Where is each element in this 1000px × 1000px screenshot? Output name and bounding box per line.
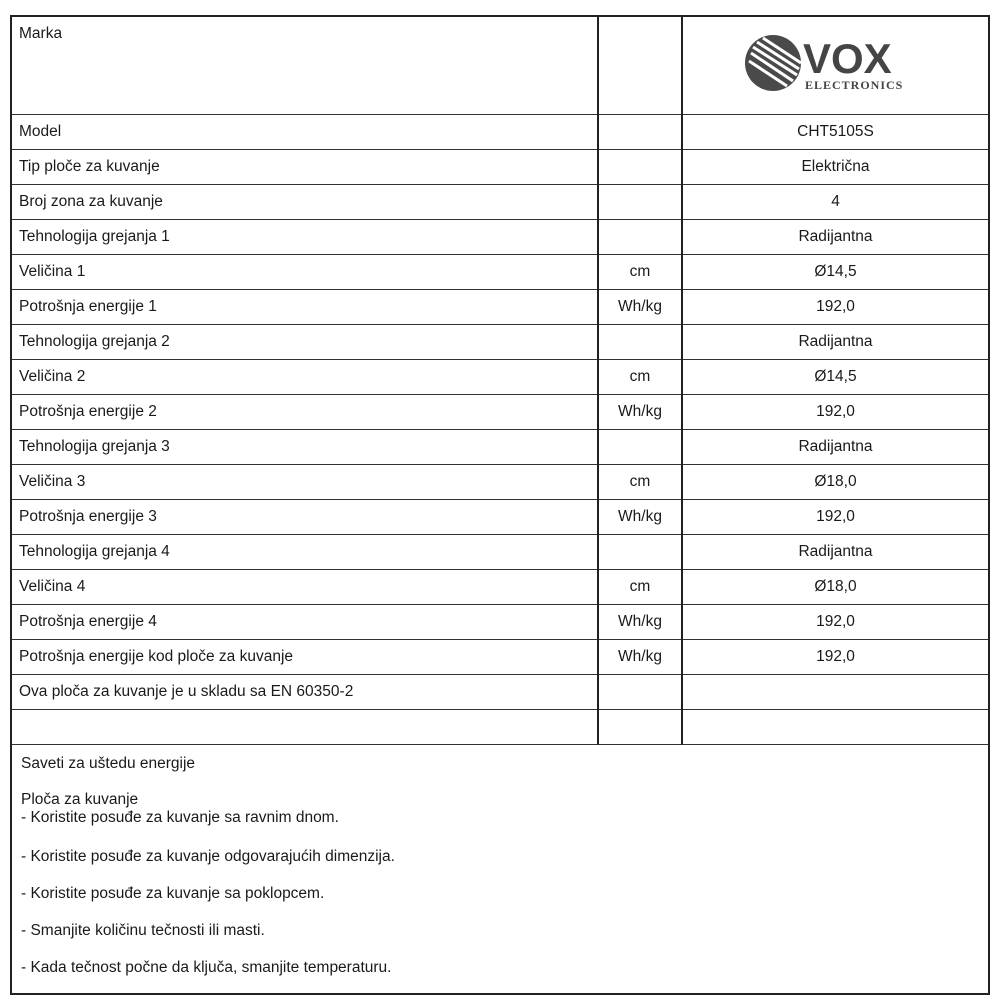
spec-value: Ø14,5: [682, 360, 988, 395]
spec-label: Tehnologija grejanja 1: [12, 220, 598, 255]
spec-label: Model: [12, 115, 598, 150]
tips-list: [21, 809, 988, 977]
energy-tips: [12, 745, 988, 977]
spec-row: [12, 570, 988, 605]
spec-value: [682, 675, 988, 710]
brand-label: Marka: [12, 17, 598, 115]
spec-row: [12, 220, 988, 255]
spec-label: Veličina 2: [12, 360, 598, 395]
spec-label: Ova ploča za kuvanje je u skladu sa EN 60350-2: [12, 675, 598, 710]
spec-value: Radijantna: [682, 325, 988, 360]
spec-value: 192,0: [682, 395, 988, 430]
spec-row: [12, 640, 988, 675]
brand-unit-cell: [598, 17, 682, 115]
spec-value: Ø14,5: [682, 255, 988, 290]
spec-unit: cm: [598, 360, 682, 395]
spec-row: [12, 290, 988, 325]
spec-value: 192,0: [682, 605, 988, 640]
brand-row: [12, 17, 988, 115]
spec-value: Radijantna: [682, 430, 988, 465]
spec-label: Veličina 4: [12, 570, 598, 605]
spec-value: 192,0: [682, 290, 988, 325]
spec-value: CHT5105S: [682, 115, 988, 150]
brand-logo-cell: [682, 17, 988, 115]
spec-value: Električna: [682, 150, 988, 185]
spec-row: [12, 185, 988, 220]
spec-unit: cm: [598, 255, 682, 290]
spec-unit: [598, 220, 682, 255]
spec-label: Tehnologija grejanja 2: [12, 325, 598, 360]
tip-item: - Koristite posuđe za kuvanje odgovarajućih dimenzija.: [21, 848, 395, 865]
tip-item: - Koristite posuđe za kuvanje sa ravnim dnom.: [21, 809, 339, 826]
spec-unit: Wh/kg: [598, 605, 682, 640]
spec-row: [12, 605, 988, 640]
tips-subheading: Ploča za kuvanje: [21, 791, 139, 808]
spec-value: Ø18,0: [682, 465, 988, 500]
spec-value: [682, 710, 988, 745]
tip-item: - Smanjite količinu tečnosti ili masti.: [21, 922, 265, 939]
spec-unit: [598, 710, 682, 745]
spec-label: Broj zona za kuvanje: [12, 185, 598, 220]
spec-value: Radijantna: [682, 535, 988, 570]
energy-label-sheet: [10, 15, 990, 995]
spec-row: [12, 360, 988, 395]
spec-row: [12, 150, 988, 185]
logo-text: VOX: [802, 35, 892, 82]
spec-row: [12, 430, 988, 465]
spec-unit: cm: [598, 570, 682, 605]
spec-label: Potrošnja energije 4: [12, 605, 598, 640]
spec-label: Veličina 3: [12, 465, 598, 500]
spec-label: Tehnologija grejanja 4: [12, 535, 598, 570]
spec-value: 192,0: [682, 500, 988, 535]
spec-row: [12, 675, 988, 710]
spec-label: Potrošnja energije kod ploče za kuvanje: [12, 640, 598, 675]
spec-value: 192,0: [682, 640, 988, 675]
spec-unit: cm: [598, 465, 682, 500]
spec-unit: [598, 115, 682, 150]
logo-subtext: Electronics: [804, 78, 903, 92]
spec-label: Potrošnja energije 1: [12, 290, 598, 325]
spec-label: [12, 710, 598, 745]
spec-row: [12, 115, 988, 150]
spec-unit: [598, 535, 682, 570]
spec-label: Potrošnja energije 2: [12, 395, 598, 430]
spec-row: [12, 710, 988, 745]
spec-row: [12, 325, 988, 360]
tip-item: - Koristite posuđe za kuvanje sa poklopcem.: [21, 885, 325, 902]
vox-logo-icon: [741, 31, 931, 95]
spec-unit: Wh/kg: [598, 500, 682, 535]
spec-label: Tip ploče za kuvanje: [12, 150, 598, 185]
spec-unit: [598, 325, 682, 360]
spec-unit: Wh/kg: [598, 290, 682, 325]
spec-unit: [598, 430, 682, 465]
spec-label: Veličina 1: [12, 255, 598, 290]
spec-unit: [598, 150, 682, 185]
spec-table: [12, 17, 988, 745]
spec-row: [12, 535, 988, 570]
spec-value: 4: [682, 185, 988, 220]
spec-row: [12, 465, 988, 500]
tip-item: - Kada tečnost počne da ključa, smanjite temperaturu.: [21, 959, 392, 976]
vox-logo: [741, 31, 931, 95]
spec-unit: [598, 185, 682, 220]
spec-value: Ø18,0: [682, 570, 988, 605]
spec-label: Tehnologija grejanja 3: [12, 430, 598, 465]
spec-row: [12, 500, 988, 535]
spec-unit: Wh/kg: [598, 640, 682, 675]
spec-row: [12, 395, 988, 430]
spec-unit: [598, 675, 682, 710]
spec-row: [12, 255, 988, 290]
spec-unit: Wh/kg: [598, 395, 682, 430]
spec-value: Radijantna: [682, 220, 988, 255]
tips-heading: Saveti za uštedu energije: [21, 755, 196, 772]
spec-label: Potrošnja energije 3: [12, 500, 598, 535]
